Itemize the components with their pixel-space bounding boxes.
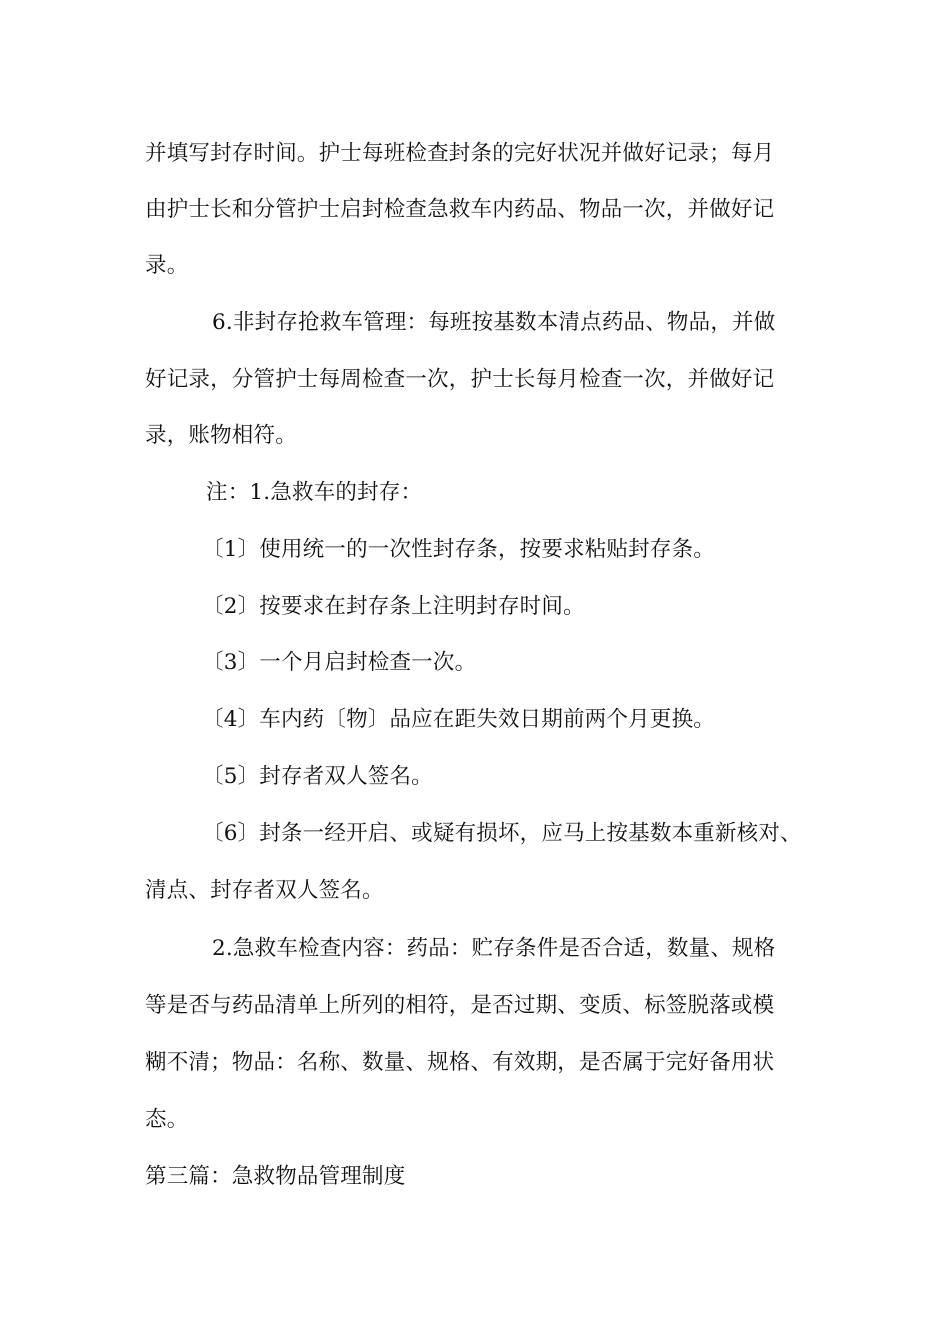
list-item: 〔6〕封条一经开启、或疑有损坏，应马上按基数本重新核对、 <box>202 821 802 846</box>
list-item: 〔4〕车内药〔物〕品应在距失效日期前两个月更换。 <box>202 707 715 732</box>
list-item-continuation: 清点、封存者双人签名。 <box>145 878 384 903</box>
note-heading: 注：1.急救车的封存： <box>206 480 423 505</box>
paragraph-line: 录，账物相符。 <box>145 423 297 448</box>
paragraph-line: 糊不清；物品：名称、数量、规格、有效期，是否属于完好备用状 <box>145 1050 775 1075</box>
list-item: 〔1〕使用统一的一次性封存条，按要求粘贴封存条。 <box>202 537 715 562</box>
list-item: 〔3〕一个月启封检查一次。 <box>202 650 477 675</box>
paragraph-line: 录。 <box>145 253 189 278</box>
list-item: 〔2〕按要求在封存条上注明封存时间。 <box>202 594 585 619</box>
section-heading: 第三篇：急救物品管理制度 <box>145 1164 406 1189</box>
paragraph-line: 等是否与药品清单上所列的相符，是否过期、变质、标签脱落或模 <box>145 993 775 1018</box>
paragraph-line: 好记录，分管护士每周检查一次，护士长每月检查一次，并做好记 <box>145 367 775 392</box>
paragraph-line: 态。 <box>145 1107 189 1132</box>
paragraph-line: 并填写封存时间。护士每班检查封条的完好状况并做好记录；每月 <box>145 141 775 166</box>
paragraph-line: 由护士长和分管护士启封检查急救车内药品、物品一次，并做好记 <box>145 197 775 222</box>
paragraph-line: 6.非封存抢救车管理：每班按基数本清点药品、物品，并做 <box>212 310 776 335</box>
paragraph-line: 2.急救车检查内容：药品：贮存条件是否合适，数量、规格 <box>212 936 776 961</box>
list-item: 〔5〕封存者双人签名。 <box>202 764 433 789</box>
